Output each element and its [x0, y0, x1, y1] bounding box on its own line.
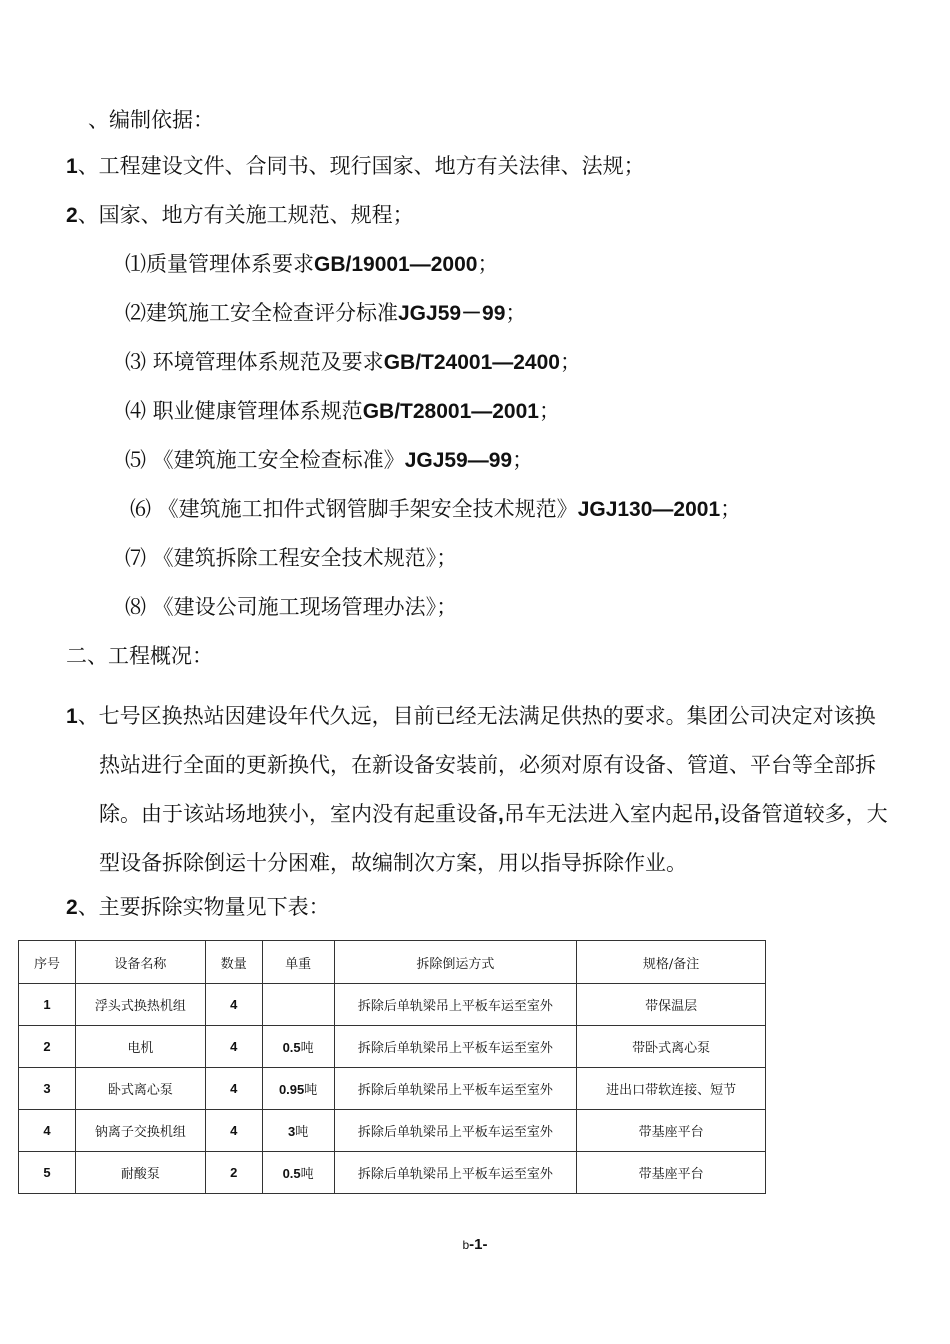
- sub-code: JGJ59—99: [404, 449, 513, 472]
- paragraph-comma: ,: [713, 803, 720, 826]
- page-label: -1-: [469, 1236, 488, 1253]
- sub-label: ⑴: [125, 252, 146, 276]
- table-header-row: [19, 941, 766, 984]
- cell-weight: 0.95吨: [262, 1068, 334, 1110]
- page-number: [0, 1236, 950, 1253]
- section2-heading: 二、工程概况：: [66, 644, 213, 668]
- item-number: 1: [66, 705, 78, 728]
- sub-text: 职业健康管理体系规范: [146, 399, 363, 423]
- cell-method: 拆除后单轨梁吊上平板车运至室外: [334, 984, 577, 1026]
- item-text: 、工程建设文件、合同书、现行国家、地方有关法律、法规；: [77, 154, 645, 178]
- section1-heading: 、编制依据：: [88, 108, 214, 132]
- sub-end: ；: [538, 399, 560, 423]
- sub-label: ⑵: [125, 301, 146, 325]
- sub-label: ⑺: [125, 546, 146, 570]
- page-prefix: b: [462, 1238, 470, 1252]
- cell-no: 3: [19, 1068, 76, 1110]
- cell-qty: 4: [205, 984, 262, 1026]
- cell-name: 电机: [75, 1026, 205, 1068]
- cell-name: 浮头式换热机组: [75, 984, 205, 1026]
- item-number: 2: [66, 204, 78, 227]
- sub-end: ；: [505, 301, 527, 325]
- header-qty: 数量: [205, 941, 262, 984]
- cell-no: 2: [19, 1026, 76, 1068]
- cell-name: 钠离子交换机组: [75, 1110, 205, 1152]
- sub-label: ⑶: [125, 350, 146, 374]
- sub-label: ⑹: [130, 497, 151, 521]
- cell-note: 带基座平台: [577, 1152, 766, 1194]
- header-name: 设备名称: [75, 941, 205, 984]
- table-row: [19, 1068, 766, 1110]
- paragraph-text: 设备管道较多，大型设备拆除倒运十分困难，故编制次方案，用以指导拆除作业。: [99, 802, 888, 875]
- basis-item-2: [66, 201, 414, 230]
- sub-end: ；: [436, 546, 458, 570]
- overview-paragraph-1: [66, 692, 896, 888]
- table-row: [19, 1110, 766, 1152]
- header-weight: 单重: [262, 941, 334, 984]
- cell-no: 5: [19, 1152, 76, 1194]
- sub-code: JGJ59－99: [398, 302, 506, 325]
- item-number: 1: [66, 155, 78, 178]
- paragraph-text: 吊车无法进入室内起吊: [503, 802, 714, 826]
- basis-item-1: [66, 152, 645, 181]
- header-note: 规格/备注: [577, 941, 766, 984]
- cell-qty: 4: [205, 1026, 262, 1068]
- sub-label: ⑻: [125, 595, 146, 619]
- sub-text: 《建筑施工安全检查标准》: [146, 448, 405, 472]
- cell-note: 进出口带软连接、短节: [577, 1068, 766, 1110]
- sub-code: JGJ130—2001: [577, 498, 721, 521]
- cell-method: 拆除后单轨梁吊上平板车运至室外: [334, 1026, 577, 1068]
- paragraph-text: 、七号区换热站因建设年代久远，目前已经无法满足供热的要求。集团公司决定对该换热站进行全面的更新换代，在新设备安装前，必须对原有设备、管道、平台等全部拆除。由于该站场地狭小，室内没有起重设备: [77, 704, 876, 826]
- demolition-table: [18, 940, 766, 1194]
- sub-code: GB/T28001—2001: [362, 400, 539, 423]
- paragraph-comma: ,: [498, 803, 504, 826]
- paragraph-text: 、主要拆除实物量见下表：: [77, 895, 330, 919]
- cell-no: 1: [19, 984, 76, 1026]
- cell-method: 拆除后单轨梁吊上平板车运至室外: [334, 1110, 577, 1152]
- sub-item-7: [125, 544, 457, 572]
- cell-name: 卧式离心泵: [75, 1068, 205, 1110]
- sub-code: GB/19001—2000: [314, 253, 478, 276]
- cell-weight: [262, 984, 334, 1026]
- item-text: 、国家、地方有关施工规范、规程；: [77, 203, 414, 227]
- sub-label: ⑸: [125, 448, 146, 472]
- sub-text: 《建筑拆除工程安全技术规范》: [146, 546, 437, 570]
- sub-text: 质量管理体系要求: [146, 252, 314, 276]
- overview-paragraph-2: [66, 893, 330, 922]
- header-method: 拆除倒运方式: [334, 941, 577, 984]
- sub-label: ⑷: [125, 399, 146, 423]
- cell-method: 拆除后单轨梁吊上平板车运至室外: [334, 1068, 577, 1110]
- cell-note: 带卧式离心泵: [577, 1026, 766, 1068]
- sub-text: 《建筑施工扣件式钢管脚手架安全技术规范》: [151, 497, 578, 521]
- sub-item-8: [125, 593, 457, 621]
- sub-code: GB/T24001—2400: [383, 351, 560, 374]
- sub-item-2: [125, 299, 526, 328]
- sub-item-1: [125, 250, 498, 279]
- cell-qty: 4: [205, 1068, 262, 1110]
- cell-weight: 0.5吨: [262, 1026, 334, 1068]
- sub-item-5: [125, 446, 533, 475]
- item-number: 2: [66, 896, 78, 919]
- cell-qty: 2: [205, 1152, 262, 1194]
- sub-item-3: [125, 348, 581, 377]
- cell-note: 带保温层: [577, 984, 766, 1026]
- sub-end: ；: [512, 448, 534, 472]
- table-row: [19, 1152, 766, 1194]
- cell-no: 4: [19, 1110, 76, 1152]
- sub-item-6: [130, 495, 741, 524]
- cell-method: 拆除后单轨梁吊上平板车运至室外: [334, 1152, 577, 1194]
- sub-text: 建筑施工安全检查评分标准: [146, 301, 398, 325]
- cell-weight: 0.5吨: [262, 1152, 334, 1194]
- cell-qty: 4: [205, 1110, 262, 1152]
- sub-end: ；: [559, 350, 581, 374]
- sub-text: 《建设公司施工现场管理办法》: [146, 595, 437, 619]
- header-no: 序号: [19, 941, 76, 984]
- sub-text: 环境管理体系规范及要求: [146, 350, 384, 374]
- cell-weight: 3吨: [262, 1110, 334, 1152]
- cell-note: 带基座平台: [577, 1110, 766, 1152]
- sub-end: ；: [436, 595, 458, 619]
- table-row: [19, 1026, 766, 1068]
- sub-end: ；: [477, 252, 499, 276]
- table-row: [19, 984, 766, 1026]
- sub-item-4: [125, 397, 560, 426]
- sub-end: ；: [720, 497, 742, 521]
- cell-name: 耐酸泵: [75, 1152, 205, 1194]
